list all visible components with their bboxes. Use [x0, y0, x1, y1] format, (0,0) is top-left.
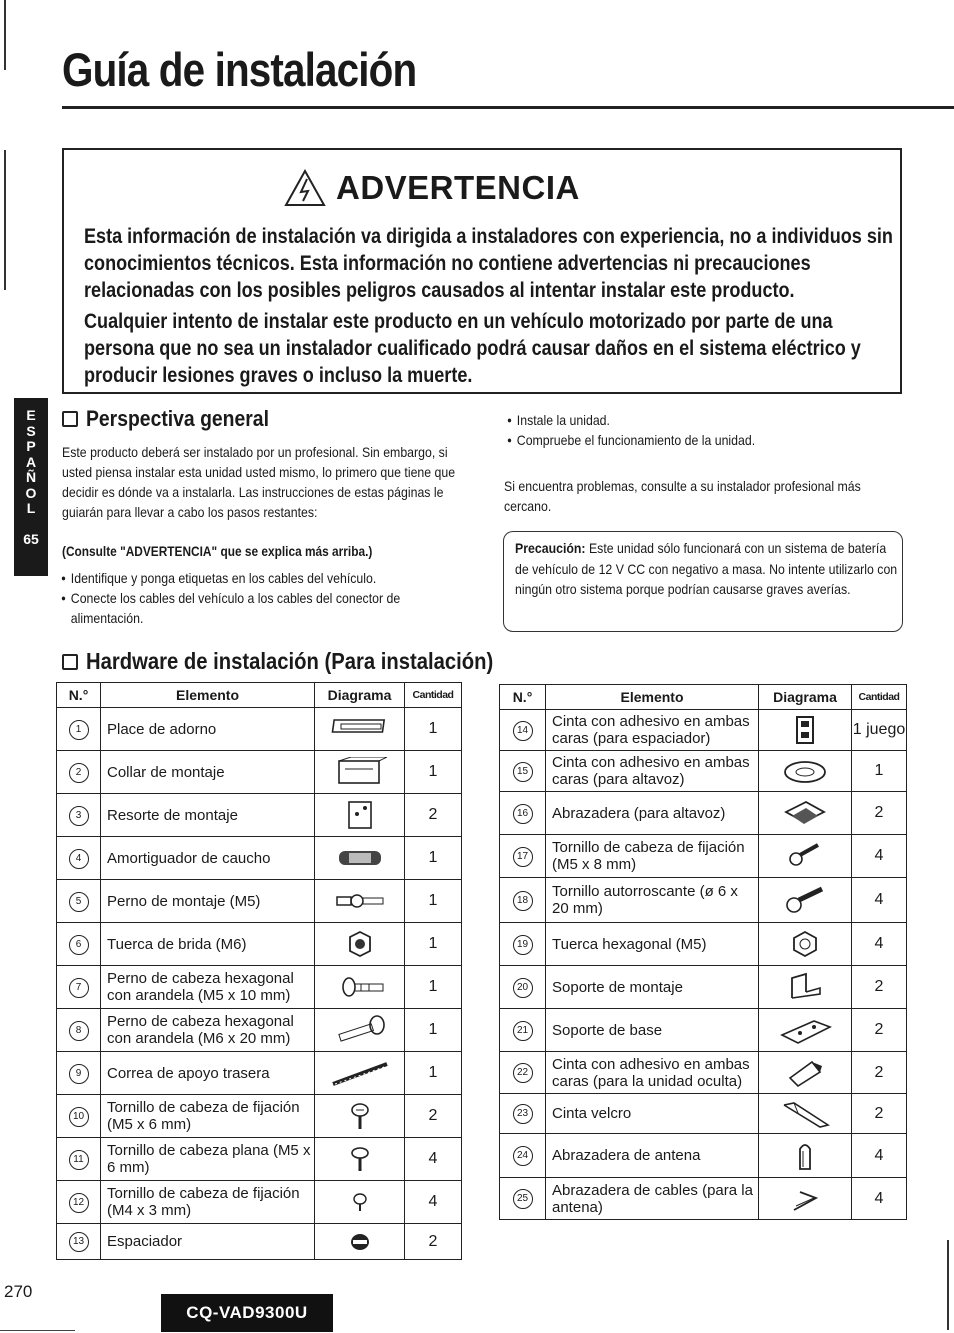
item-number [57, 751, 101, 794]
mounting-spring-icon [325, 800, 395, 830]
table-row [500, 1178, 907, 1220]
warning-paragraph: Esta información de instalación va dirigida a instaladores con experiencia, no a individuos sin conocimientos técnicos. Esta información no contiene advertencias ni precauciones relacionadas con los posibles peligros causados al intentar instalar este producto. [84, 225, 893, 302]
item-number [57, 923, 101, 966]
model-badge: CQ-VAD9300U [161, 1294, 333, 1332]
circled-number: 8 [69, 1021, 89, 1041]
item-name: Resorte de montaje [101, 794, 315, 837]
item-diagram [759, 835, 852, 878]
item-diagram [315, 794, 405, 837]
language-letter: O [25, 484, 37, 501]
item-name: Tornillo de cabeza de fijación (M5 x 6 mm) [101, 1095, 315, 1138]
mounting-bolt-icon [325, 886, 395, 916]
precaution-body: Este unidad sólo funcionará con un sistema de batería de vehículo de 12 V CC con negativo a masa. No intente utilizarlo con ningún otro sistema porque podrían causarse graves averías. [515, 540, 898, 597]
adhesive-tape-spacer-icon [770, 715, 840, 745]
item-number [57, 1181, 101, 1224]
item-diagram [315, 966, 405, 1009]
rear-strap-icon [325, 1058, 395, 1088]
item-quantity: 2 [852, 1009, 907, 1052]
mounting-bracket-icon [770, 972, 840, 1002]
margin-rule [947, 1240, 949, 1330]
warning-triangle-icon [284, 169, 326, 207]
base-bracket-icon [770, 1015, 840, 1045]
circled-number: 5 [69, 892, 89, 912]
page-title: Guía de instalación [62, 43, 417, 96]
item-quantity: 1 [852, 751, 907, 792]
overview-heading-text: Perspectiva general [86, 406, 269, 431]
language-letter: A [25, 453, 37, 470]
table-header-row [57, 683, 462, 708]
item-name: Soporte de base [546, 1009, 759, 1052]
item-name: Perno de montaje (M5) [101, 880, 315, 923]
item-number [500, 1052, 546, 1094]
item-quantity: 1 [405, 966, 462, 1009]
table-row [57, 1224, 462, 1260]
item-diagram [759, 966, 852, 1009]
circled-number: 11 [69, 1150, 89, 1170]
item-number [500, 1134, 546, 1178]
item-name: Cinta con adhesivo en ambas caras (para la unidad oculta) [546, 1052, 759, 1094]
item-name: Cinta con adhesivo en ambas caras (para altavoz) [546, 751, 759, 792]
list-item: ● Instale la unidad. [508, 410, 895, 430]
item-number [500, 1178, 546, 1220]
item-number [57, 837, 101, 880]
item-diagram [315, 1052, 405, 1095]
item-diagram [315, 1138, 405, 1181]
item-quantity: 2 [405, 1095, 462, 1138]
item-number [57, 966, 101, 1009]
item-number [500, 751, 546, 792]
item-number [57, 1095, 101, 1138]
item-diagram [759, 792, 852, 835]
item-diagram [315, 837, 405, 880]
item-quantity: 1 [405, 837, 462, 880]
table-row [500, 751, 907, 792]
item-diagram [315, 1095, 405, 1138]
table-row [57, 794, 462, 837]
item-name: Collar de montaje [101, 751, 315, 794]
footer-divider [0, 1330, 75, 1331]
item-quantity: 4 [852, 878, 907, 923]
column-header-element: Elemento [101, 683, 315, 708]
adhesive-tape-speaker-icon [770, 756, 840, 786]
item-diagram [315, 1009, 405, 1052]
language-letter: S [26, 422, 36, 439]
item-name: Tornillo de cabeza de fijación (M5 x 8 mm) [546, 835, 759, 878]
language-tab [14, 398, 48, 576]
flange-nut-icon [325, 929, 395, 959]
item-diagram [759, 878, 852, 923]
warning-title: ADVERTENCIA [336, 169, 580, 206]
flat-screw-icon [325, 1144, 395, 1174]
table-row [57, 966, 462, 1009]
circled-number: 10 [69, 1107, 89, 1127]
item-number [500, 835, 546, 878]
hex-nut-icon [770, 929, 840, 959]
spacer-icon [325, 1227, 395, 1257]
circled-number: 13 [69, 1232, 89, 1252]
item-name: Tornillo autorroscante (ø 6 x 20 mm) [546, 878, 759, 923]
table-row [57, 880, 462, 923]
hardware-heading-text: Hardware de instalación (Para instalación) [86, 648, 494, 674]
table-row [500, 835, 907, 878]
screw-m5-icon [770, 841, 840, 871]
circled-number: 20 [513, 978, 533, 998]
circled-number: 22 [513, 1063, 533, 1083]
page-number: 270 [4, 1282, 33, 1301]
item-name: Perno de cabeza hexagonal con arandela (M6 x 20 mm) [101, 1009, 315, 1052]
table-row [500, 792, 907, 835]
item-diagram [315, 1181, 405, 1224]
item-number [57, 1138, 101, 1181]
language-tab-letters [14, 408, 48, 517]
hardware-heading [62, 648, 549, 675]
item-quantity: 4 [852, 835, 907, 878]
item-diagram [759, 1052, 852, 1094]
item-quantity: 2 [852, 1052, 907, 1094]
language-letter: Ñ [25, 469, 37, 485]
language-tab-page: 65 [23, 530, 39, 547]
list-item: ● Identifique y ponga etiquetas en los cables del vehículo. [62, 568, 458, 588]
item-diagram [759, 710, 852, 751]
hardware-table-left [56, 682, 462, 1260]
item-number [500, 923, 546, 966]
circled-number: 25 [513, 1189, 533, 1209]
warning-heading [284, 166, 580, 210]
table-row [57, 837, 462, 880]
table-header-row [500, 685, 907, 710]
hardware-table-right [499, 684, 907, 1220]
item-number [57, 880, 101, 923]
trim-plate-icon [325, 714, 395, 744]
item-quantity: 1 juego [852, 710, 907, 751]
circled-number: 15 [513, 762, 533, 782]
table-row [57, 751, 462, 794]
item-quantity: 2 [405, 794, 462, 837]
item-quantity: 4 [852, 1134, 907, 1178]
title-divider [62, 106, 954, 109]
item-name: Correa de apoyo trasera [101, 1052, 315, 1095]
item-quantity: 1 [405, 708, 462, 751]
language-letter: P [26, 438, 36, 454]
item-diagram [759, 1009, 852, 1052]
column-header-diagram: Diagrama [759, 685, 852, 710]
pan-screw-icon [325, 1101, 395, 1131]
circled-number: 24 [513, 1146, 533, 1166]
item-quantity: 2 [852, 966, 907, 1009]
circled-number: 14 [513, 721, 533, 741]
column-header-qty: Cantidad [852, 685, 907, 710]
item-quantity: 1 [405, 880, 462, 923]
item-name: Place de adorno [101, 708, 315, 751]
overview-text: Este producto deberá ser instalado por un profesional. Sin embargo, si usted piensa instalar esta unidad usted mismo, lo primero que tiene que decidir es dónde va a instalarla. Las instrucciones de estas páginas le guiarán para llevar a cabo los pasos restantes: [62, 444, 456, 520]
item-quantity: 1 [405, 1052, 462, 1095]
item-number [57, 1009, 101, 1052]
circled-number: 21 [513, 1021, 533, 1041]
table-row [57, 708, 462, 751]
item-name: Tuerca hexagonal (M5) [546, 923, 759, 966]
table-row [500, 1009, 907, 1052]
table-row [500, 710, 907, 751]
precaution-text [515, 538, 902, 600]
table-row [57, 1181, 462, 1224]
table-row [500, 878, 907, 923]
item-diagram [315, 708, 405, 751]
item-quantity: 2 [405, 1224, 462, 1260]
item-number [57, 1224, 101, 1260]
item-diagram [759, 1178, 852, 1220]
list-item: ● Compruebe el funcionamiento de la unidad. [508, 430, 895, 450]
column-header-no: N.° [500, 685, 546, 710]
item-name: Cinta velcro [546, 1094, 759, 1134]
item-name: Amortiguador de caucho [101, 837, 315, 880]
language-letter: E [26, 407, 36, 423]
item-number [500, 792, 546, 835]
item-number [500, 878, 546, 923]
circled-number: 12 [69, 1193, 89, 1213]
table-row [57, 1138, 462, 1181]
item-quantity: 2 [852, 792, 907, 835]
column-header-element: Elemento [546, 685, 759, 710]
item-number [500, 710, 546, 751]
item-number [57, 708, 101, 751]
precaution-label: Precaución: [515, 540, 586, 556]
circled-number: 17 [513, 847, 533, 867]
warning-paragraph: Cualquier intento de instalar este producto en un vehículo motorizado por parte de una persona que no sea un instalador cualificado podrá causar daños en el sistema eléctrico y producir lesiones graves o incluso la muerte. [84, 310, 861, 387]
circled-number: 4 [69, 849, 89, 869]
hex-bolt-long-icon [325, 1015, 395, 1045]
item-diagram [759, 751, 852, 792]
table-row [500, 923, 907, 966]
circled-number: 19 [513, 935, 533, 955]
item-quantity: 4 [405, 1138, 462, 1181]
circled-number: 6 [69, 935, 89, 955]
item-number [57, 794, 101, 837]
trouble-text: Si encuentra problemas, consulte a su instalador profesional más cercano. [504, 478, 861, 514]
overview-bullet-list [62, 568, 458, 628]
circled-number: 23 [513, 1104, 533, 1124]
mounting-collar-icon [325, 757, 395, 787]
item-quantity: 4 [852, 1178, 907, 1220]
overview-heading [62, 406, 294, 432]
overview-note: (Consulte "ADVERTENCIA" que se explica más arriba.) [62, 544, 373, 559]
item-diagram [315, 923, 405, 966]
item-diagram [759, 1134, 852, 1178]
hex-bolt-icon [325, 972, 395, 1002]
circled-number: 7 [69, 978, 89, 998]
item-diagram [315, 751, 405, 794]
table-row [57, 1009, 462, 1052]
circled-number: 1 [69, 720, 89, 740]
checkbox-square-icon [62, 654, 78, 670]
item-name: Soporte de montaje [546, 966, 759, 1009]
velcro-tape-icon [770, 1099, 840, 1129]
table-row [57, 1052, 462, 1095]
circled-number: 3 [69, 806, 89, 826]
item-quantity: 1 [405, 751, 462, 794]
item-quantity: 4 [852, 923, 907, 966]
table-row [500, 1094, 907, 1134]
speaker-clamp-icon [770, 798, 840, 828]
item-name: Abrazadera de antena [546, 1134, 759, 1178]
table-row [500, 1052, 907, 1094]
item-name: Cinta con adhesivo en ambas caras (para espaciador) [546, 710, 759, 751]
table-row [57, 923, 462, 966]
table-row [57, 1095, 462, 1138]
cable-clamp-icon [770, 1184, 840, 1214]
margin-rule [4, 0, 6, 70]
tapping-screw-icon [770, 885, 840, 915]
item-quantity: 4 [405, 1181, 462, 1224]
item-name: Espaciador [101, 1224, 315, 1260]
item-name: Tuerca de brida (M6) [101, 923, 315, 966]
list-item: ● Conecte los cables del vehículo a los cables del conector de alimentación. [62, 588, 458, 628]
item-quantity: 1 [405, 1009, 462, 1052]
item-number [500, 966, 546, 1009]
language-letter: L [26, 500, 36, 516]
item-name: Tornillo de cabeza de fijación (M4 x 3 mm) [101, 1181, 315, 1224]
column-header-diagram: Diagrama [315, 683, 405, 708]
item-number [500, 1009, 546, 1052]
small-screw-icon [325, 1187, 395, 1217]
column-header-no: N.° [57, 683, 101, 708]
circled-number: 16 [513, 804, 533, 824]
item-diagram [315, 1224, 405, 1260]
item-diagram [759, 923, 852, 966]
item-name: Tornillo de cabeza plana (M5 x 6 mm) [101, 1138, 315, 1181]
table-row [500, 1134, 907, 1178]
checkbox-square-icon [62, 411, 78, 427]
item-name: Perno de cabeza hexagonal con arandela (M5 x 10 mm) [101, 966, 315, 1009]
circled-number: 18 [513, 891, 533, 911]
item-number [57, 1052, 101, 1095]
rubber-bushing-icon [325, 843, 395, 873]
circled-number: 2 [69, 763, 89, 783]
item-diagram [315, 880, 405, 923]
margin-rule [4, 150, 6, 290]
item-name: Abrazadera de cables (para la antena) [546, 1178, 759, 1220]
adhesive-tape-hidden-icon [770, 1058, 840, 1088]
item-name: Abrazadera (para altavoz) [546, 792, 759, 835]
column-header-qty: Cantidad [405, 683, 462, 708]
antenna-clamp-icon [770, 1141, 840, 1171]
overview-bullet-list [508, 410, 895, 450]
table-row [500, 966, 907, 1009]
item-quantity: 2 [852, 1094, 907, 1134]
circled-number: 9 [69, 1064, 89, 1084]
item-quantity: 1 [405, 923, 462, 966]
item-diagram [759, 1094, 852, 1134]
item-number [500, 1094, 546, 1134]
